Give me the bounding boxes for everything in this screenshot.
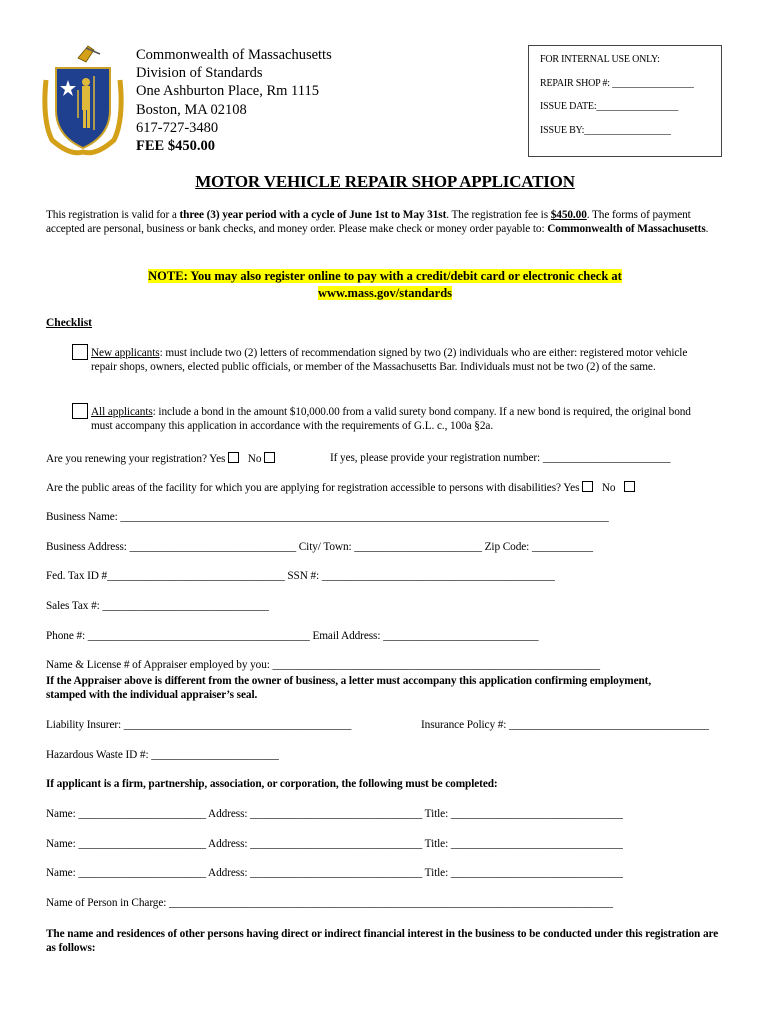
intro-text: This registration is valid for a: [46, 209, 180, 221]
appraiser-field[interactable]: Name & License # of Appraiser employed by you: ___________________________________________________________: [46, 659, 600, 671]
issue-by-field[interactable]: ISSUE BY:__________________: [540, 125, 671, 136]
liability-insurer-field[interactable]: Liability Insurer: _________________________________________: [46, 719, 352, 731]
accessibility-no-label: No: [601, 482, 616, 494]
intro-text: . The forms of payment accepted are personal, business or bank checks, and money order. Please make check or money order payable to:: [46, 209, 691, 235]
accessibility-yes-checkbox[interactable]: [582, 481, 593, 492]
intro-text: .: [705, 223, 709, 235]
address-line: One Ashburton Place, Rm 1115: [136, 83, 319, 100]
all-applicants-checkbox[interactable]: [72, 403, 88, 419]
accessibility-question: [46, 481, 638, 494]
registration-number-field[interactable]: If yes, please provide your registration number: _______________________: [330, 452, 671, 464]
all-applicants-text: : include a bond in the amount $10,000.00 from a valid surety bond company. If a new bond is required, the original bond must accompany this application in accordance with the requirements of G.L. c., 100a §2a.: [91, 406, 691, 433]
person-in-charge-field[interactable]: Name of Person in Charge: ________________________________________________________________________________: [46, 897, 613, 909]
new-applicants-label: New applicants: [91, 347, 160, 359]
checklist-heading: Checklist: [46, 317, 92, 329]
renewing-no-label: No: [247, 453, 262, 465]
hazardous-waste-field[interactable]: Hazardous Waste ID #: _______________________: [46, 749, 279, 761]
internal-use-title: FOR INTERNAL USE ONLY:: [540, 54, 660, 65]
tax-id-field[interactable]: Fed. Tax ID #________________________________ SSN #: __________________________________________: [46, 570, 555, 582]
renewing-yes-checkbox[interactable]: [228, 452, 239, 463]
intro-text: . The registration fee is: [446, 209, 551, 221]
address-line: Commonwealth of Massachusetts: [136, 47, 332, 63]
officer-row[interactable]: Name: _______________________ Address: _______________________________ Title: _______________________________: [46, 808, 623, 820]
phone-email-field[interactable]: Phone #: ________________________________________ Email Address: ____________________________: [46, 630, 539, 642]
officer-row[interactable]: Name: _______________________ Address: _______________________________ Title: _______________________________: [46, 838, 623, 850]
address-line: Boston, MA 02108: [136, 101, 247, 118]
firm-heading: If applicant is a firm, partnership, association, or corporation, the following must be completed:: [46, 778, 498, 790]
new-applicants-checkbox[interactable]: [72, 344, 88, 360]
fee-label: FEE $450.00: [136, 138, 215, 155]
form-title: MOTOR VEHICLE REPAIR SHOP APPLICATION: [195, 172, 575, 191]
repair-shop-number-field[interactable]: REPAIR SHOP #: _________________: [540, 78, 694, 89]
officer-row[interactable]: Name: _______________________ Address: _______________________________ Title: _______________________________: [46, 867, 623, 879]
new-applicants-item: [91, 346, 706, 375]
address-line: 617-727-3480: [136, 119, 219, 136]
accessibility-question-text: Are the public areas of the facility for which you are applying for registration accessible to persons with disabilities? Yes: [46, 482, 580, 494]
renewing-no-checkbox[interactable]: [264, 452, 275, 463]
sales-tax-field[interactable]: Sales Tax #: ______________________________: [46, 600, 269, 612]
accessibility-no-checkbox[interactable]: [624, 481, 635, 492]
appraiser-note: If the Appraiser above is different from the owner of business, a letter must accompany this application confirming employment, stamped with the individual appraiser’s seal.: [46, 675, 652, 701]
business-name-field[interactable]: Business Name: ________________________________________________________________________________________: [46, 511, 609, 523]
renewing-question-text: Are you renewing your registration? Yes: [46, 453, 226, 465]
massachusetts-seal: [40, 40, 126, 158]
address-line: Division of Standards: [136, 65, 263, 82]
renewing-question: [46, 452, 278, 465]
agency-address: [136, 46, 332, 155]
registration-fee: $450.00: [550, 209, 587, 221]
internal-use-box: [528, 45, 722, 157]
online-note-line: NOTE: You may also register online to pay with a credit/debit card or electronic check at: [148, 269, 622, 283]
issue-date-field[interactable]: ISSUE DATE:_________________: [540, 101, 679, 112]
business-address-field[interactable]: Business Address: ______________________________ City/ Town: _______________________ Zip Code: ___________: [46, 541, 593, 553]
payee-name: Commonwealth of Massachusetts: [547, 223, 706, 235]
all-applicants-label: All applicants: [91, 406, 153, 418]
financial-interest-heading: The name and residences of other persons having direct or indirect financial interest in the business to be conducted under this registration are as follows:: [46, 928, 719, 954]
registration-period: three (3) year period with a cycle of June 1st to May 31st: [179, 209, 447, 221]
all-applicants-item: [91, 405, 706, 434]
intro-paragraph: [46, 208, 726, 236]
online-note: [0, 268, 770, 302]
new-applicants-text: : must include two (2) letters of recommendation signed by two (2) individuals who are either: registered motor vehicle repair shops, owners, elected public officials, or member of the Massachusetts Bar. Individuals must not be two (2) of the same.: [91, 347, 688, 374]
insurance-policy-field[interactable]: Insurance Policy #: ____________________________________: [421, 719, 709, 731]
online-note-url[interactable]: www.mass.gov/standards: [317, 286, 453, 300]
